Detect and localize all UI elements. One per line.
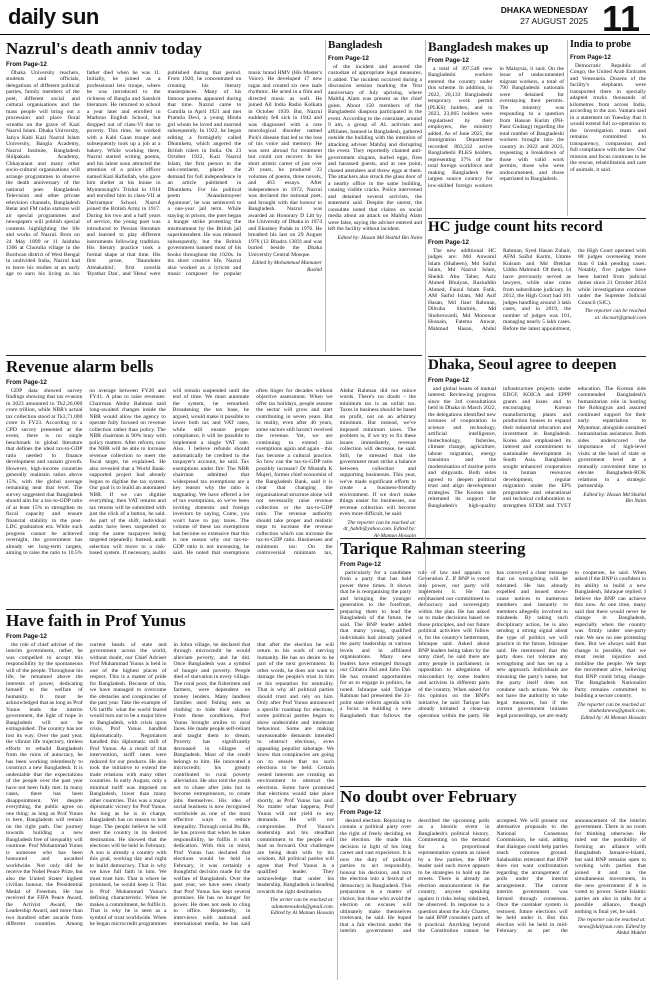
from-page: From Page-12 bbox=[340, 560, 381, 568]
body-tarique bbox=[340, 570, 646, 784]
body-no-doubt bbox=[340, 818, 646, 980]
byline: Edited by: Hasan Md Shahid Bin Naim bbox=[583, 491, 646, 505]
body-nazrul bbox=[6, 70, 322, 342]
from-page: From Page-12 bbox=[328, 54, 369, 62]
body-text: GDP data showed survey findings showing that tax evasion in 2023 amounted to Tk2,26,000 crore trillion, while NBR's actual tax collection stood at Tk3,71,000 crore in FY23. According to a CPD survey presented at the event, there is no single benchmark in global literature that defines the ideal tax-to-GDP ratio needed to finance development and sustain growth. However, high-income countries generally maintain ratios above 15%, with the global average remaining near that level. The survey suggested that Bangladesh should aim for a tax-to-GDP ratio of at least 15% to strengthen its fiscal capacity and ensure financial stability in the post-LDC graduation era. While such progress cannot be achieved overnight, the government has already set long-term targets, aiming to raise the ratio to 10.5% on average between FY20 and FY41. A plan to raise revenues: Chairman Abdur Rahman said long-awaited changes inside the NBR would allow the agency to operate fully focused on revenue collection rather than policy. The NBR chairman is 90% busy with policy matters. After reform, now the NBR will be able to increase revenue collection to meet the fiscal target, he explained. He also revealed that a World Bank-supported project had already begun to digitise the tax system. Our goal is to build an automated NBR. If we can digitise everything, then VAT returns and tax returns will be submitted with just the click of a button, he said. As part of the shift, individual audits have been suspended to stop the same taxpayers being targeted repeatedly. Instead, audit selection will move to a risk-based system. If necessary, audits will remain suspended until the end of time. We must automate the system, he remarked. Broadening the tax base, he argued, would make it possible to lower both tax and VAT rates, while still ensure proper compliance, it will be possible to implement a single VAT rate. Also, I believe refunds should automatically be credited to the taxpayer's account, he said. Tax exemptions under fire: The NBR chairman admitted that widespread tax exemptions are a key reason why the ratio is stagnating. We have offered a lot of tax exemptions, so we've been inviting domestic and foreign investors by saying, Come, you won't have to pay taxes. The volume of these tax exemptions has become so extensive that this is one reason why our tax-to-GDP ratio is not increasing, he said. He noted that exemptions often linger for decades without objective assessment. When we offer tax holidays, people assume the sector will grow and start contributing in seven years. But in reality, even after 40 years, some sectors still haven't received the revenue. Yet, we are continuing to extend tax exemptions again and again - this has become a cultural practice. So how can the tax-to-GDP ratio possibly increase? Dr Mustafa K Mujeri, former chief economist of the Bangladesh Bank, said it is clear that changing the organisational structure alone will not necessarily raise revenue collection or the tax-to-GDP ratio. The revenue authority should take proper and realistic steps to increase the revenue collection which can increase the tax-to-GDP ratio. Businesses and minimum tax: On the controversial minimum tax, Abdur Rahman did not mince words. There's no doubt - the minimum tax is an unfair tax. Taxes in business should be based on profit, not on an arbitrary minimum. But instead, we've imposed minimum taxes. The problem is, if we try to fix these issues immediately, revenue collection will decrease, he said. Still, he stressed that the government must strike a balance between collection and supporting businesses. This year, we've made significant efforts to create a business-friendly environment. If we don't make things easier for businesses, our revenue collection will become even more difficult, he said. bbox=[6, 387, 416, 557]
city-day: DHAKA WEDNESDAY bbox=[500, 5, 588, 15]
headline-hc: HC judge count hits record bbox=[428, 220, 603, 235]
headline-tarique: Tarique Rahman steering bbox=[340, 540, 526, 558]
body-dhaka-seoul bbox=[428, 386, 646, 538]
story-no-doubt bbox=[340, 788, 646, 980]
from-page: From Page-12 bbox=[340, 808, 381, 816]
divider bbox=[428, 218, 646, 219]
story-bangladesh bbox=[328, 40, 422, 256]
body-text: The new additional HC judges are: Md Anwarul Islam (Shaheen), Md Saiful Islam, Md Nazrul Islam, Sheikh Abu Taher, Aziz Ahmed Bhuiyan, Raziuddin Ahmed, Faizul Islam Fatik, AM Saiful Islam, Md Asif Hasan, Md Jiaur Rahman, Dilruba Sharmin, Md Shohrowardi, Md Monowar Hossain, Fatema Anwar, Mahmud Hasan, Abdul Rahman, Syed Hasan Zubair, AFM Saiful Karim, Umme Kulsum and Md Iftekhar Uddin Mahmud. Of them, 14 have previously served as lawyers, while nine come from subordinate judiciary. In 2012, the High Court had 101 judges handling around 3 lakh cases, and in 2019, the number of judges was 101, managing nearly 5 lakh cases. Before the latest appointment, the High Court operated with 88 judges overseeing more than 6 lakh pending cases. Notably, five judges have been barred from judicial duties since 21 October 2024 while investigations continue under the Supreme Judicial Council (SJC). bbox=[428, 247, 646, 332]
byline: The reporter can be reached at: news@dailysun.com. Edited by Abdul Mukhit bbox=[577, 917, 646, 937]
body-india bbox=[570, 63, 646, 213]
body-text: Democratic Republic of Congo, the United Arab Emirates and Venezuela. Dozens of the facility's elephants were transported there in specially adapted trucks thousands of kilometres from across India, according to the zoo. Vantara said in a statement on Tuesday that it would extend full co-operation to the investigation team and remains committed to transparency, compassion and full compliance with the law. Our mission and focus continues to be the rescue, rehabilitation and care of animals, it said. bbox=[570, 62, 646, 173]
body-text: a total of 397,548 new Bangladeshi workers entered the country under this scheme. In addition, in 2022, 20,133 Bangladeshi temporary work permit (PLKS) holders, and in 2023, 23,065 holders were regularised by their employers, the ministry added. As of June 2025, the Immigration Department recorded 803,332 active Bangladeshi PLKS holders, representing 37% of the total foreign workforce and making Bangladesh the largest source country for low-skilled foreign workers in Malaysia, it said. On the issue of undocumented migrant workers, a total of 790 Bangladeshi nationals were detained for overstaying their permits. The ministry was responding to a question from Hassan Karim (PH-Pasir Gudang) regarding the total number of Bangladeshi workers brought into the country in 2022 and 2023, requesting a breakdown of those with valid work permits, those who were undocumented, and those repatriated to Bangladesh. bbox=[428, 65, 564, 189]
story-yunus bbox=[6, 612, 334, 980]
byline: Edited by Mohammad Mamuner Rashid bbox=[252, 260, 322, 273]
byline: Edited by: Hasan Md Shahid Bin Naim bbox=[337, 234, 422, 241]
from-page: From Page-12 bbox=[428, 238, 469, 246]
column-rule bbox=[337, 540, 338, 980]
masthead bbox=[0, 0, 650, 39]
divider bbox=[6, 609, 334, 610]
headline-yunus: Have faith in Prof Yunus bbox=[6, 612, 186, 630]
body-yunus bbox=[6, 642, 334, 980]
body-text: of the incident and assured the custodian of appropriate legal measures, it added. The incident occurred during a discussion session marking the 'first anniversary of July uprising, where Mahfuj Alam was present as the chief guest. About 150 members of the Bangladeshi diaspora participated in the event. According to the consulate, around 9 am, a group of AL activists and affiliates, banned in Bangladesh, gathered outside the building with the intention of attacking adviser Mahfuj and disrupting the event. They reportedly chanted anti-government slogans, hurled eggs, fires and harassed guests, and at one point, chased attendees and threw eggs at them. The attackers also struck the glass door of a nearby office in the same building, causing visible cracks. Police intervened and detained several activists, the statement said. Despite the unrest, the consulate noted that claims on social media about an attack on Mahfuj Alam were false, saying the adviser entered and left the facility without incident. bbox=[328, 63, 422, 233]
byline: The reporter can be reached at: dt_habib@yahoo.com. Edited by: Al-Mamun Hossain bbox=[343, 519, 416, 539]
date: 27 AUGUST 2025 bbox=[520, 16, 588, 26]
headline-migrants: Bangladesh makes up bbox=[428, 40, 549, 54]
from-page: From Page-12 bbox=[6, 632, 47, 640]
byline: The reporter can be reached at: shahedsnews@gmail.com. Edited by: Al Mamun Hossain bbox=[577, 701, 646, 721]
story-tarique bbox=[340, 540, 646, 784]
column-rule bbox=[567, 40, 568, 216]
body-text: the role of chief adviser of the interim government, rather, he was compelled to accept this responsibility by the spontaneous will of the people. Throughout his life, he remained above the interests of power, dedicating himself to the welfare of humanity. It must be acknowledged that as long as Prof Yunus leads the interim government, the light of hope in Bangladesh will not be extinguished. The country has not lost its way. Over the past year, the vibrant life trajectory, tireless efforts to rebuild Bangladesh from the ruins of autocracy, he has been working relentlessly to construct a new Bangladesh. It is undeniable that the expectations of the people over the past year have not been fully met. In many cases, there has been disappointment. Yet despite everything, the public agree on one thing: as long as Prof Yunus is here, Bangladesh will remain on the right path. Our journey towards building a new Bangladesh free of inequality will continue. Prof Muhammad Yunus is someone who has been honoured and awarded worldwide. Not only did he receive the Nobel Peace Prize, but also the United States' highest civilian honour, the Presidential Medal of Freedom. He has received the FIFA Peace Award, the Activist Award, the Leadership Award, and more than two hundred other awards from different countries. Among current heads of state and government across the world, without doubt, our Chief Adviser Prof Muhammad Yunus is held in one of the highest places of respect. This is a matter of pride for Bangladesh. Because of this, we have managed to overcome the obstacles and conspiracies of the past year. Take the example of US tariffs: what the world feared would turn out to be a major blow to Bangladesh, with crisis upon crisis, Prof Yunus handled diplomatically. Negotiators handled this diplomatic skill of Prof Yunus. As a result of that intervention, tariff rates were reduced for our products. He also took the initiative to extend the trade relations with many other countries. In early August, only a minimal tariff was imposed on Bangladesh, lower than many other countries. This was a major diplomatic victory for Prof Yunus. As long as he is in charge, Bangladesh has no reason to lose hope. The people believe he will steer the country in its desired destination. He showed that the elections will be held in February. A son is already a country with this goal, working day and night to build democracy. That is why we have full faith in him. We must trust him. That is where he promised, he would keep it. This is Prof Muhammad Yunus's defining characteristic. When he makes a commitment, he fulfils it. That is why he is seen as a symbol of trust worldwide. When he began microcredit programmes in Jobra village, he declared that through microcredit he would alleviate poverty, and he did. Once Bangladesh was a symbol of hunger and poverty. People died of starvation in every village. The rural poor, the fishermen and farmers, were dependent on money lenders. Many landless families used fishing nets as clothing to hide their shame. From those conditions, Prof Yunus brought smiles to rural faces. He made people self-reliant and taught them to dream. Poverty has significantly decreased in villages of Bangladesh. Most of the credit belongs to him. He innovated a microcredit; his greatly contributed to rural poverty alleviation. He also told the youth not to chase after jobs but to become entrepreneurs, to create jobs themselves. His idea of social business is now recognised worldwide as one of the most effective ways to reduce inequality. Through social Bu Bk, he has proven that when he takes responsibility, he fulfils it with dedication. With this in mind, Prof Yunus has declared that elections would be held in February, it was certainly a thoughtful decision made for the welfare of Bangladesh. Over the past year, we have seen clearly that Prof Yunus has kept several promises. He has no hunger for power. He does not seek to cling to office. Repeatedly, in interviews with national and international media, he has said that after the election he will return to his work of serving humanity. He has no desire to be part of the next government. In other words, he does not want to damage the people's trust in him or his reputation for neutrality. That is why all political parties should trust and rely on him. Only after Prof Yunus announced a specific roadmap for elections, some political parties began to show undesirable and intolerant behaviour. Some are making unreasonable demands intended to obstruct elections, even appealing populist sabotage. We know that conspiracies are going on to ensure that no such elections to be held. Certain vested interests are creating an environment to obstruct the elections. Some have promised that elections would take place shortly, as Prof Yunus has said. No matter what happens, Prof Yunus will not yield to any demands. He will not compromise. Prof Yunus's leadership and his steadfast commitment to the people will lead us forward. Our challenges are being dealt with by his wisdom. All political parties will agree that Prof Yunus is a qualified leader. They acknowledge that under his leadership, Bangladesh is heading towards the right destination. bbox=[6, 641, 334, 928]
logo: daily sun bbox=[8, 4, 99, 29]
story-migrants bbox=[428, 40, 564, 216]
story-dhaka-seoul bbox=[428, 358, 646, 538]
divider bbox=[340, 786, 646, 787]
body-text: Dhaka University teachers, students and officials, delegations of different political parties, family members of the poet, different social and cultural organisations and the mass people will bring out a procession and place floral wreaths on the grave of Kazi Nazrul Islam. Dhaka University, Jatiya Kabi Kazi Nazrul Islam University, Bangla Academy, Nazrul Institute, Bangladesh Shilpakala Academy, Chhayanaut and many other socio-cultural organisations will arrange programmes to observe the death anniversary of the national poet. Bangladesh Television and other private television channels, Bangladesh Betar and FM radio stations will air special programmes and newspapers will publish special contents highlighting the life and works of Nazrul. Born on 24 May 1899 or 11 Jaishtha 1306 at Churulia village in the Burdwan district of West Bengal in undivided India, Nazrul had to leave his studies at an early age to earn his living as his father died when he was 11. Initially, he joined as a professional leto troupe, where he was introduced to the richness of Bangla and Sanskrit literature. He returned to school a year later and enrolled in Mathrun English School, but dropped out of class-VI due to poverty. This time, he worked with a Kabi Gaan troupe and subsequently took up a job at a bakery. While working there, Nazrul started writing poems, and his talent soon attracted the attention of a police officer named Kazi Rafiullah, who gave him shelter at his house in Mymensingh's Trishal in 1914 and enrolled him in class-VII at Darirampur School. Nazrul joined the British Army in 1917. During his two and a half years of service, the young poet was introduced to Persian literature and learned to play different instruments following tradition. His literary practice took a formal shape at that time. His first prose, 'Baunduler Atmakahini', first novella 'Byathar Dan', and 'Hena' were published during that period. From 1920, he concentrated on creating his literary masterpieces. Many of his famous poems appeared during that time. Nazrul came to Cumilla in April 1921 and met Pramila Devi, a young Hindu girl whom he loved and married subsequently. In 1922, he began editing a fortnightly called Dhumketu, which angered the British rulers in India. On 23 October 1922, Kazi Nazrul Islam, the first person in the sub-continent, placed the demand for full independence in an article published in Dhumketu. For his political poem 'Anandamoyeer Agomone', he was sentenced to a one-year jail term. While staying in prison, the poet began a hunger strike protesting the mistreatment by the British jail superintendent. He was released subsequently, but the British government banned most of his books throughout the 1920s. In his short creative life, Nazrul also worked as a lyricist and music composer for popular music brand HMV (His Master's Voice). He developed 17 new ragas and created six new taals rhythmic. He acted in a film and directed music as well. He joined All India Radio Kolkata in October 1939. But, Nazrul suddenly fell sick in 1942 and was diagnosed with a rare neurological disorder named Pick's disease that led to the loss of his voice and memory. He was sent abroad for treatment but could not recover. In his short artistic career of just over 20 years, he produced 22 volumes of poems, three novels, and 463 essays. After independence in 1972, Nazrul was declared the national poet, and brought with due honour to Bangladesh. Nazrul was awarded an Honorary D Litt by the University of Dhaka in 1974 and Ekushey Padak in 1976. He breathed his last on 29 August 1976 (12 Bhadra 1383) and was buried beside the Dhaka University Central Mosque. bbox=[6, 69, 322, 278]
from-page: From Page-12 bbox=[428, 56, 469, 64]
headline-nazrul: Nazrul's death anniv today bbox=[6, 40, 202, 58]
byline: The writer can be reached at: adonenewsdesk@gmail.com. Edited by Al Mamun Hossain bbox=[269, 897, 334, 917]
story-nazrul bbox=[6, 40, 322, 352]
headline-dhaka-seoul: Dhaka, Seoul agree to deepen bbox=[428, 358, 617, 373]
body-hc bbox=[428, 248, 646, 356]
headline-no-doubt: No doubt over February bbox=[340, 788, 517, 806]
column-rule bbox=[425, 40, 426, 606]
divider bbox=[428, 356, 646, 357]
headline-revenue: Revenue alarm bells bbox=[6, 358, 154, 376]
from-page: From Page-12 bbox=[6, 378, 47, 386]
headline-bangladesh: Bangladesh bbox=[328, 40, 383, 51]
story-india bbox=[570, 40, 646, 216]
body-text: and global issues of mutual interest. Reviewing progress since the 3rd consultations held in Dhaka in March 2022, the delegations identified new avenues of cooperation in science and technology, artificial intelligence, biotechnology, fisheries, climate change, agriculture, labour migration, energy transition and the modernisation of marine ports and shipyards. Both sides agreed to deepen political trust and align development strategies. The Korean side reiterated its support for Bangladesh's high-quality infrastructure projects under EDCF, KOICA and EPPP grants and loans and to encouraging Korean manufacturing plants and production houses to expand their industrial relocation and investment in Bangladesh. Korea also emphasised its interest and commitment to sustainable development in South Asia. Bangladesh sought enhanced cooperation in human resources development, regular migration under the EPS programme and educational and technical collaboration to strengthen STEM and TVET education. The Korean side commended Bangladesh's humanitarian role in hosting the Rohingyas and assured continued support for their early repatriation to Myanmar, alongside sustained humanitarian assistance. Both sides underscored the importance of high-level visits at the head of state or government level at a mutually convenient time to elevate Bangladesh-ROK relations to a strategic partnership. bbox=[428, 385, 646, 509]
body-bangladesh bbox=[328, 64, 422, 254]
byline: The reporter can be reached at: dscourt@gmail.com bbox=[584, 308, 646, 321]
divider bbox=[340, 538, 646, 539]
from-page: From Page-12 bbox=[428, 376, 469, 384]
from-page: From Page-12 bbox=[6, 60, 47, 68]
story-hc bbox=[428, 220, 646, 356]
page-number: 11 bbox=[601, 0, 640, 39]
body-text: particularly for a candidate from a party that has held power three times. It shows that he is reorganising the party and bringing the younger generation to the forefront, preparing them to lead the Bangladesh of the future, he said. The BNP leader added that many young, qualified individuals had already joined the party leadership at various levels and in affiliated organisations. Many new leaders have emerged through our Chhatra Dal and Jubo Dal. He has created opportunities for us to engage in politics, he noted. Ishraque said Tarique Rahman had presented the 31-point state reform agenda with a focus on building a new Bangladesh that follows the rule of law and appeals to Generation Z. If BNP is voted into power, our party will implement it. He has emphasised our commitment to democracy and sovereignty within the plan. He has asked us to make decisions based on those principles, and our future political activities will follow it, for the country's betterment, Ishraque said. Asked about BNP leaders being taken by the army chief, he said there are army people in parliament, in opposition to allegations of misconduct by some leaders and activists in different parts of the country. When asked for his opinion on the BNP's initiative, he said: Tarique has already initiated a clean-up operation within the party. He has conveyed a clear message that no wrongdoing will be tolerated. He has already expelled and issued show-cause notices to numerous members and instantly to members allegedly involved in misdeeds. By taking such disciplinary action, he is also sending a strong signal about the type of politics we will practice in the future, Ishraque said. He mentioned that the party does not tolerate any wrongdoing and has set up a new approach. Individuals are misusing the party's name, but the party itself does not condone such actions. We do not have the authority to take legal measures, but if the current government initiates legal proceedings, we are ready to cooperate, he said. When asked if the BNP is confident in its ability to build a new Bangladesh, Ishraque replied: I believe the BNP can achieve this now. At one time, many said that there would never be change in Bangladesh, especially when the country was firmly under one-party rule. We saw no one protesting then. But we always said that change is possible, that we must resist injustice and mobilise the people. We kept the movement alive, believing that BNP could bring change. The Bangladesh Nationalist Party remains committed to building a secure country. bbox=[340, 569, 646, 719]
divider bbox=[6, 355, 422, 356]
column-rule bbox=[325, 40, 326, 352]
dateline bbox=[501, 5, 588, 27]
headline-india: India to probe bbox=[570, 40, 631, 50]
body-text: desired election. Rejoicing to contain a political party over the right of freely deciding on the election. He made this decision in light of his long career and vast experience. It is now the duty of political parties to act responsibly, honour his decision, and turn the election into a festival of democracy in Bangladesh. This preparation is a matter of choice, but those who avoid the election on excuses will ultimately make themselves irrelevant, he said. He hoped that a fair election under the interim government and described the upcoming polls as a historic event in Bangladesh's political history. Commenting on the demand for a proportional representation system as raised by a few parties, the BNP leader said such move appears to be strategies to hold up the streets. There is already an election announcement in the country, anyone speaking against it risks being sidelined, he observed. In response to a question about the July Charter, he said BNP considers parts of it practical. Anything beyond the Constitution cannot be accepted. We will present our alternative proposals to the National Consensus Commission, he said, adding that dialogue could help parties reach common ground. Salahuddin reiterated that BNP does not want confrontation regarding the arrangement of polls under the interim arrangement. The current interim government was formed through consensus. Once the caretaker system is restored, future elections will be held under it. But this election will be held in mid-February as per the announcement of the interim government. There is no room for thinking otherwise. He ruled out the possibility of forming an alliance with Bangladesh Jamaat-e-Islami, but said BNP remains open to working with parties that joined it and in the simultaneous movements, in the new government if it is voted to power. Some Islamic parties are also in talks for a possible alliance, though nothing is final yet, he said. bbox=[340, 817, 646, 935]
body-migrants bbox=[428, 66, 564, 216]
from-page: From Page-12 bbox=[570, 53, 611, 61]
